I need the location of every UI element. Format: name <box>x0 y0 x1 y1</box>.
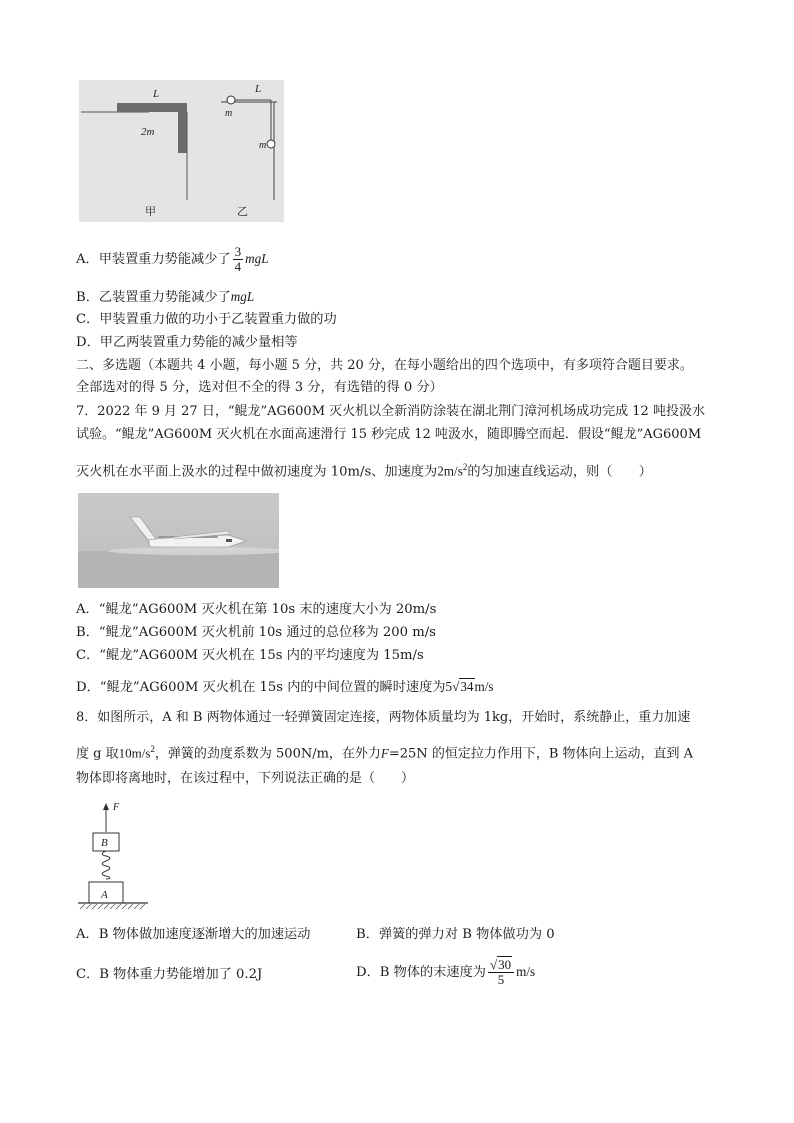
q6-option-a <box>76 245 269 274</box>
label-m-top: m <box>225 108 233 119</box>
force-arrow <box>103 803 109 810</box>
q7-stem-line-1: 7．2022 年 9 月 27 日，“鲲龙”AG600M 灭火机以全新消防涂装在湖北荆门漳河机场成功完成 12 吨投汲水 <box>76 404 705 419</box>
q8-option-c: C．B 物体重力势能增加了 0.2J <box>76 967 263 982</box>
q6-option-b-prefix: B．乙装置重力势能减少了 <box>76 290 231 305</box>
q6-option-d: D．甲乙两装置重力势能的减少量相等 <box>76 335 298 350</box>
q7-stem-line-3: 灭火机在水平面上汲水的过程中做初速度为 10m/s、加速度为$2m/s^2$的匀加速直线运动，则（ ） <box>76 462 652 480</box>
q7-option-d: D．“鲲龙”AG600M 灭火机在 15s 内的中间位置的瞬时速度为5√34m/s <box>76 679 494 695</box>
q7-stem-line-2: 试验。“鲲龙”AG600M 灭火机在水面高速滑行 15 秒完成 12 吨汲水，随即腾空而起．假设“鲲龙”AG600M <box>76 427 702 442</box>
q8-option-b: B．弹簧的弹力对 B 物体做功为 0 <box>356 927 555 942</box>
figure-jia-yi-svg <box>79 80 284 222</box>
ball-top <box>227 96 235 104</box>
section-header-line-1: 二、多选题（本题共 4 小题，每小题 5 分，共 20 分，在每小题给出的四个选项中，有多项符合题目要求。 <box>76 358 693 373</box>
q8-stem-line-2: 度 g 取$10m/s^2$，弹簧的劲度系数为 500N/m，在外力F=25N 的恒定拉力作用下，B 物体向上运动，直到 A <box>76 744 694 762</box>
label-B: B <box>101 837 108 849</box>
q8-stem-line-3: 物体即将离地时，在该过程中，下列说法正确的是（ ） <box>76 771 415 786</box>
q8-option-a: A．B 物体做加速度逐渐增大的加速运动 <box>76 927 311 942</box>
fraction-three-quarters: $\frac{3}{4}$ <box>234 244 242 274</box>
spring <box>102 851 110 879</box>
rope-hanging-part <box>178 103 187 153</box>
section-header-line-2: 全部选对的得 5 分，选对但不全的得 3 分，有选错的得 0 分） <box>76 380 443 395</box>
q6-option-a-prefix: A．甲装置重力势能减少了 <box>76 252 231 267</box>
q6-option-b-expr: mgL <box>230 289 255 304</box>
ball-hanging <box>267 140 275 148</box>
seaplane-photo-svg <box>78 493 279 588</box>
label-L-right: L <box>255 83 262 95</box>
acceleration-value: 2m/s <box>437 463 463 479</box>
sqrt-radicand: 34 <box>460 679 474 694</box>
label-L-left: L <box>153 88 160 100</box>
q7-option-b: B．“鲲龙”AG600M 灭火机前 10s 通过的总位移为 200 m/s <box>76 625 436 640</box>
q6-option-b <box>76 288 254 307</box>
label-F: F <box>113 802 120 813</box>
q7-option-c: C．“鲲龙”AG600M 灭火机在 15s 内的平均速度为 15m/s <box>76 648 424 663</box>
seaplane-photo <box>78 493 279 588</box>
q6-option-a-expr: mgL <box>245 251 269 266</box>
rope-horizontal-part <box>117 103 187 112</box>
label-yi: 乙 <box>237 206 248 218</box>
label-m-right: m <box>259 140 267 151</box>
q8-option-d: D．B 物体的末速度为 $\frac{√30}{5}$ m/s <box>356 957 536 987</box>
q7-option-a: A．“鲲龙”AG600M 灭火机在第 10s 末的速度大小为 20m/s <box>76 602 437 617</box>
gravity-value: 10m/s <box>118 745 151 761</box>
label-A: A <box>101 889 108 901</box>
spring-figure <box>76 798 156 914</box>
figure-jia-yi <box>79 80 284 222</box>
spring-figure-svg <box>76 798 156 914</box>
sqrt-coefficient: 5 <box>445 679 453 694</box>
fraction-sqrt30-over-5: $\frac{√30}{5}$ <box>488 958 514 987</box>
label-jia: 甲 <box>145 206 156 218</box>
q8-stem-line-1: 8．如图所示，A 和 B 两物体通过一轻弹簧固定连接，两物体质量均为 1kg，开始时，系统静止，重力加速 <box>76 710 691 725</box>
q6-option-c: C．甲装置重力做的功小于乙装置重力做的功 <box>76 312 337 327</box>
label-2m: 2m <box>141 126 155 138</box>
